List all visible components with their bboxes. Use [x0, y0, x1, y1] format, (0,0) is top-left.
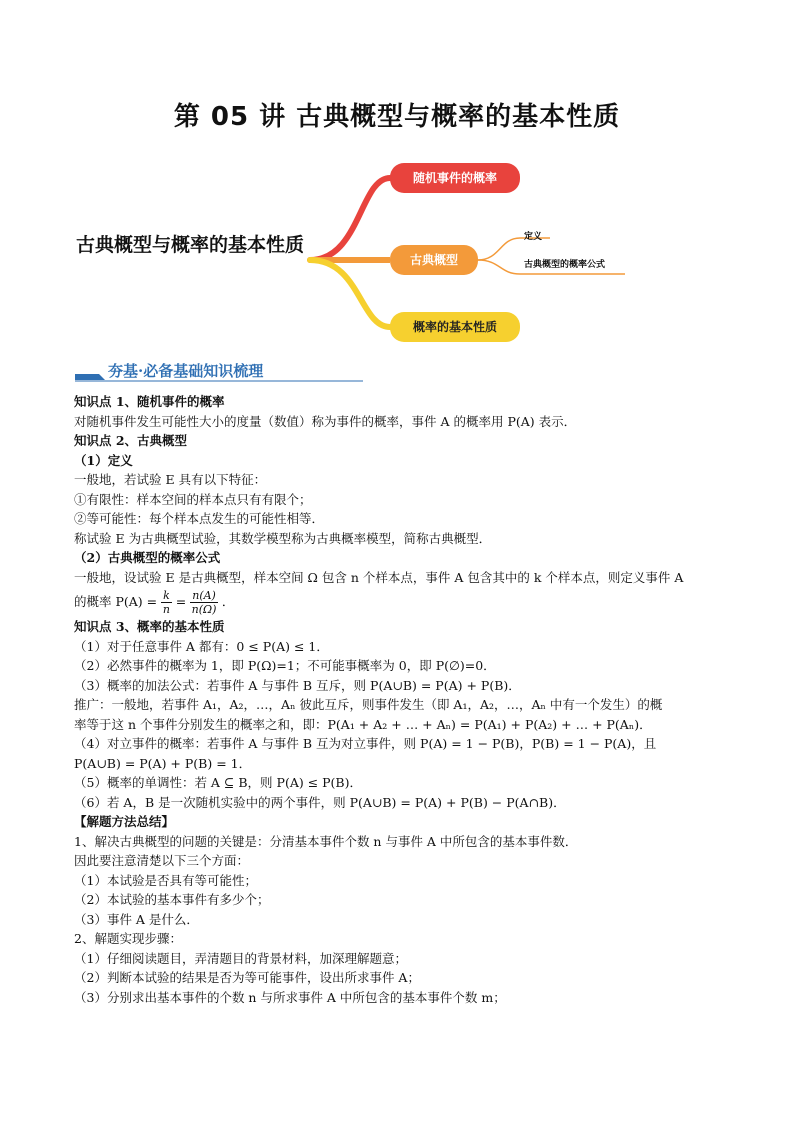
mindmap-leaf-formula: 古典概型的概率公式	[524, 260, 606, 270]
content-body	[74, 392, 734, 1007]
text-line: （1）仔细阅读题目，弄清题目的背景材料，加深理解题意；	[74, 950, 407, 966]
subheading: （1）定义	[74, 452, 133, 468]
subheading: （2）古典概型的概率公式	[74, 550, 221, 565]
text-line: 推广：一般地，若事件 A₁，A₂，…，Aₙ 彼此互斥，则事件发生（即 A₁，A₂，…，Aₙ 中有一个发生）的概	[74, 697, 663, 712]
formula-line	[74, 587, 734, 617]
text-line: P(A∪B) = P(A) + P(B) = 1．	[74, 755, 252, 771]
mindmap-node-random-event-probability: 随机事件的概率	[390, 163, 520, 193]
text-line: （3）概率的加法公式：若事件 A 与事件 B 互斥，则 P(A∪B) = P(A) + P(B)．	[74, 677, 521, 693]
fraction-denominator: n	[162, 603, 170, 616]
formula-prefix: 的概率 P(A) =	[74, 594, 158, 609]
text-line: 因此要注意清楚以下三个方面：	[74, 853, 250, 868]
formula-suffix: ．	[221, 594, 235, 609]
text-line: （3）事件 A 是什么．	[74, 911, 199, 927]
text-line: 2、解题实现步骤：	[74, 931, 182, 946]
fraction-nA-over-nOmega	[190, 589, 218, 616]
heading-k3: 知识点 3、概率的基本性质	[74, 619, 225, 634]
text-line: 1、解决古典概型的问题的关键是：分清基本事件个数 n 与事件 A 中所包含的基本事件数．	[74, 833, 578, 849]
fraction-k-over-n	[161, 589, 172, 616]
fraction-numerator: n(A)	[192, 589, 216, 602]
text-line: （4）对立事件的概率：若事件 A 与事件 B 互为对立事件，则 P(A) = 1 − P(B)，P(B) = 1 − P(A)，且	[74, 736, 657, 751]
fraction-numerator: k	[163, 589, 170, 602]
text-line: （2）本试验的基本事件有多少个；	[74, 892, 270, 907]
text-line: （5）概率的单调性：若 A ⊆ B，则 P(A) ≤ P(B)．	[74, 775, 362, 790]
heading-k1: 知识点 1、随机事件的概率	[74, 394, 225, 409]
text-line: （2）必然事件的概率为 1，即 P(Ω)=1；不可能事概率为 0，即 P(∅)=0．	[74, 658, 496, 673]
text-line: （6）若 A，B 是一次随机实验中的两个事件，则 P(A∪B) = P(A) + P(B) − P(A∩B)．	[74, 794, 566, 810]
text-line: （3）分别求出基本事件的个数 n 与所求事件 A 中所包含的基本事件个数 m；	[74, 989, 506, 1005]
mindmap-node-classical-model: 古典概型	[390, 245, 478, 275]
text-line: 对随机事件发生可能性大小的度量（数值）称为事件的概率，事件 A 的概率用 P(A) 表示．	[74, 413, 577, 429]
text-line: （2）判断本试验的结果是否为等可能事件，设出所求事件 A；	[74, 970, 420, 985]
fraction-denominator: n(Ω)	[191, 603, 217, 616]
text-line: 一般地，若试验 E 具有以下特征：	[74, 472, 267, 487]
mindmap-leaf-definition: 定义	[524, 232, 543, 242]
text-line: ②等可能性：每个样本点发生的可能性相等．	[74, 511, 325, 526]
text-line: ①有限性：样本空间的样本点只有有限个；	[74, 491, 312, 507]
heading-k2: 知识点 2、古典概型	[74, 433, 188, 448]
text-line: 一般地，设试验 E 是古典概型，样本空间 Ω 包含 n 个样本点，事件 A 包含其中的 k 个样本点，则定义事件 A	[74, 569, 684, 585]
mindmap-node-basic-properties: 概率的基本性质	[390, 312, 520, 342]
equals-sign: =	[175, 594, 187, 609]
mindmap-root: 古典概型与概率的基本性质	[75, 234, 304, 256]
page-title: 第 05 讲 古典概型与概率的基本性质	[173, 102, 621, 132]
section-title: 夯基·必备基础知识梳理	[108, 362, 264, 380]
text-line: 率等于这 n 个事件分别发生的概率之和，即：P(A₁ + A₂ + … + Aₙ) = P(A₁) + P(A₂) + … + P(Aₙ)．	[74, 716, 652, 732]
text-line: 称试验 E 为古典概型试验，其数学模型称为古典概率模型，简称古典概型．	[74, 530, 492, 546]
text-line: （1）本试验是否具有等可能性；	[74, 872, 257, 888]
heading-methods: 【解题方法总结】	[74, 814, 175, 829]
text-line: （1）对于任意事件 A 都有：0 ≤ P(A) ≤ 1．	[74, 638, 329, 654]
